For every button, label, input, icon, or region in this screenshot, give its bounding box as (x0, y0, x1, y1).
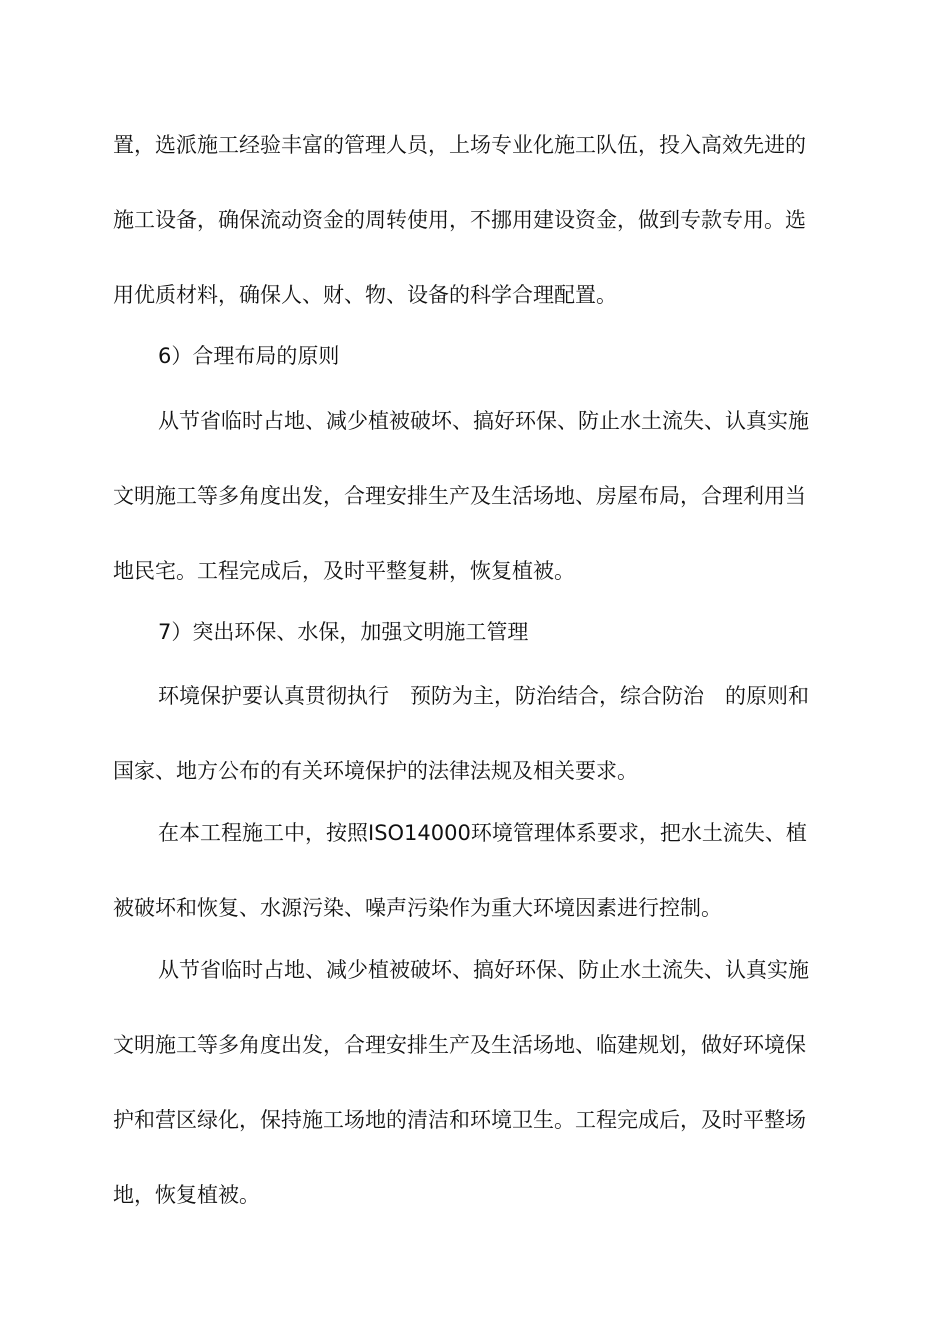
text-line: 从节省临时占地、减少植被破坏、搞好环保、防止水土流失、认真实施 (158, 958, 809, 982)
text-line: 文明施工等多角度出发，合理安排生产及生活场地、房屋布局，合理利用当 (113, 484, 806, 508)
text-line: 环境保护要认真贯彻执行 预防为主，防治结合，综合防治 的原则和 (158, 684, 809, 708)
text-line: 地，恢复植被。 (113, 1183, 260, 1207)
text-line: 被破坏和恢复、水源污染、噪声污染作为重大环境因素进行控制。 (113, 896, 722, 920)
text-line: 从节省临时占地、减少植被破坏、搞好环保、防止水土流失、认真实施 (158, 409, 809, 433)
text-line: 置，选派施工经验丰富的管理人员，上场专业化施工队伍，投入高效先进的 (113, 133, 806, 157)
section-heading: 6）合理布局的原则 (158, 344, 340, 368)
text-line: 国家、地方公布的有关环境保护的法律法规及相关要求。 (113, 759, 638, 783)
text-line: 地民宅。工程完成后，及时平整复耕，恢复植被。 (113, 559, 575, 583)
text-line: 在本工程施工中，按照ISO14000环境管理体系要求，把水土流失、植 (158, 821, 807, 845)
section-heading: 7）突出环保、水保，加强文明施工管理 (158, 620, 529, 644)
text-line: 施工设备，确保流动资金的周转使用，不挪用建设资金，做到专款专用。选 (113, 208, 806, 232)
text-line: 护和营区绿化，保持施工场地的清洁和环境卫生。工程完成后，及时平整场 (113, 1108, 806, 1132)
text-line: 用优质材料，确保人、财、物、设备的科学合理配置。 (113, 283, 617, 307)
text-line: 文明施工等多角度出发，合理安排生产及生活场地、临建规划，做好环境保 (113, 1033, 806, 1057)
